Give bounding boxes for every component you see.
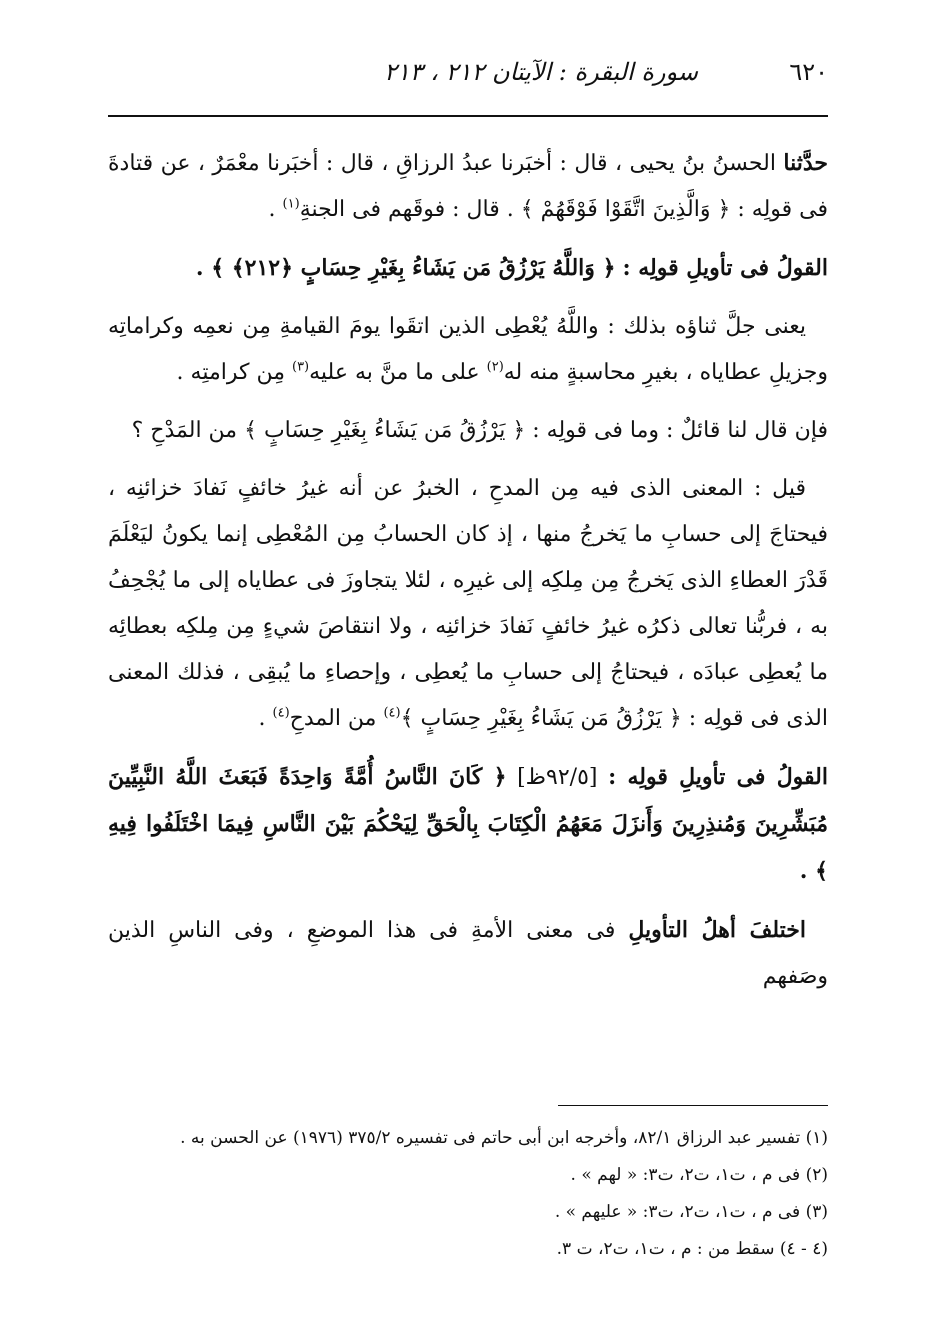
paragraph-3 [108,304,828,396]
footnote-item: (١) تفسير عبد الرزاق ٨٢/١، وأخرجه ابن أبى حاتم فى تفسيره ٣٧٥/٢ (١٩٧٦) عن الحسن به . [180,1128,828,1148]
footnote-ref: (٤) [383,705,401,721]
quran-verse: ﴿ وَاللَّهُ يَرْزُقُ مَن يَشَاءُ بِغَيْرِ حِسَابٍ ﴿٢١٢﴾ ﴾ . [195,255,616,281]
footnote-ref: (٢) [486,359,504,375]
paragraph-2 [108,245,828,292]
paragraph-5 [108,466,828,742]
footnote-item: (٣) فى م ، ت١، ت٢، ت٣: « عليهم » . [554,1202,828,1222]
paragraph-text: قيل : المعنى الذى فيه مِن المدحِ ، الخبرُ عن أنه غيرُ خائفٍ نَفادَ خزائنِه ، فيحتاجَ إلى حسابِ ما يَخرجُ منها ، إذ كان الحسابُ مِن المُعْطِى إنما يكونُ ليَعْلَمَ قَدْرَ العطاءِ الذى يَخرجُ مِن مِلكِه إلى غيرِه ، لئلا يتجاوزَ فى عطاياه إلى ما يُجْحِفُ به ، فربُّنا تعالى ذكرُه غيرُ خائفٍ نَفادَ خزائنِه ، ولا انتقاصَ شيءٍ مِن مِلكِه بعطائِه ما يُعطِى عبادَه ، فيحتاجُ إلى حسابِ ما يُعطِى ، وإحصاءِ ما يُبقِى ، فذلك المعنى الذى فى قولِه : ﴿ يَرْزُقُ مَن يَشَاءُ بِغَيْرِ حِسَابٍ ﴾ [108,476,828,731]
page-number: ٦٢٠ [789,58,828,86]
footnote-item: (٢) فى م ، ت١، ت٢، ت٣: « لهم » . [570,1165,828,1185]
paragraph-text: فإن قال لنا قائلٌ : وما فى قولِه : ﴿ يَرْزُقُ مَن يَشَاءُ بِغَيْرِ حِسَابٍ ﴾ من المَدْحِ ؟ [131,418,828,443]
header-divider [108,115,828,117]
narration-lead: حدَّثنا [783,150,829,176]
paragraph-end: . [258,706,266,731]
footnotes [108,1120,828,1268]
paragraph-end: . [268,197,276,222]
main-text [108,140,828,1012]
paragraph-6 [108,754,828,895]
footnote-ref: (٣) [291,359,310,375]
footnote-ref: (٤) [272,705,290,721]
section-heading: القولُ فى تأويلِ قولِه : [608,764,828,790]
quran-verse: ﴿ كَانَ النَّاسُ أُمَّةً وَاحِدَةً فَبَعَثَ اللَّهُ النَّبِيِّينَ مُبَشِّرِينَ وَمُنذِرِينَ وَأَنزَلَ مَعَهُمُ الْكِتَابَ بِالْحَقِّ لِيَحْكُمَ بَيْنَ النَّاسِ فِيمَا اخْتَلَفُوا فِيهِ ﴾ . [108,764,828,884]
footnote-divider [558,1105,828,1106]
paragraph-text: فى معنى الأمةِ فى هذا الموضعِ ، وفى الناسِ الذين وصَفهم [108,918,828,989]
paragraph-text: على ما منَّ به عليه [309,360,480,385]
paragraph-text: الحسنُ بنُ يحيى ، قال : أخبَرنا عبدُ الرزاقِ ، قال : أخبَرنا معْمَرٌ ، عن قتادةَ فى قولِه : ﴿ وَالَّذِينَ اتَّقَوْا فَوْقَهُمْ ﴾ . قال : فوقَهم فى الجنةِ [108,151,828,222]
manuscript-ref: [٩٢/٥ظ] [517,765,598,790]
paragraph-text: مِن كرامتِه . [176,360,285,385]
footnote-item: (٤ - ٤) سقط من : م ، ت١، ت٢، ت ٣. [556,1239,828,1259]
footnote-ref: (١) [282,196,300,212]
paragraph-7 [108,907,828,1000]
running-title: سورة البقرة : الآيتان ٢١٢ ، ٢١٣ [383,58,698,86]
paragraph-text: من المدحِ [289,706,377,731]
page-header [108,52,828,96]
paragraph-text: يعنى جلَّ ثناؤه بذلك : واللَّهُ يُعْطِى الذين اتقَوا يومَ القيامةِ مِن نعمِه وكراماتِه وجزيلِ عطاياه ، بغيرِ محاسبةٍ منه له [108,314,828,385]
section-heading: القولُ فى تأويلِ قولِه : [622,255,828,281]
paragraph-lead: اختلفَ أهلُ التأويلِ [628,917,806,943]
paragraph-1 [108,140,828,233]
paragraph-4 [108,408,828,454]
